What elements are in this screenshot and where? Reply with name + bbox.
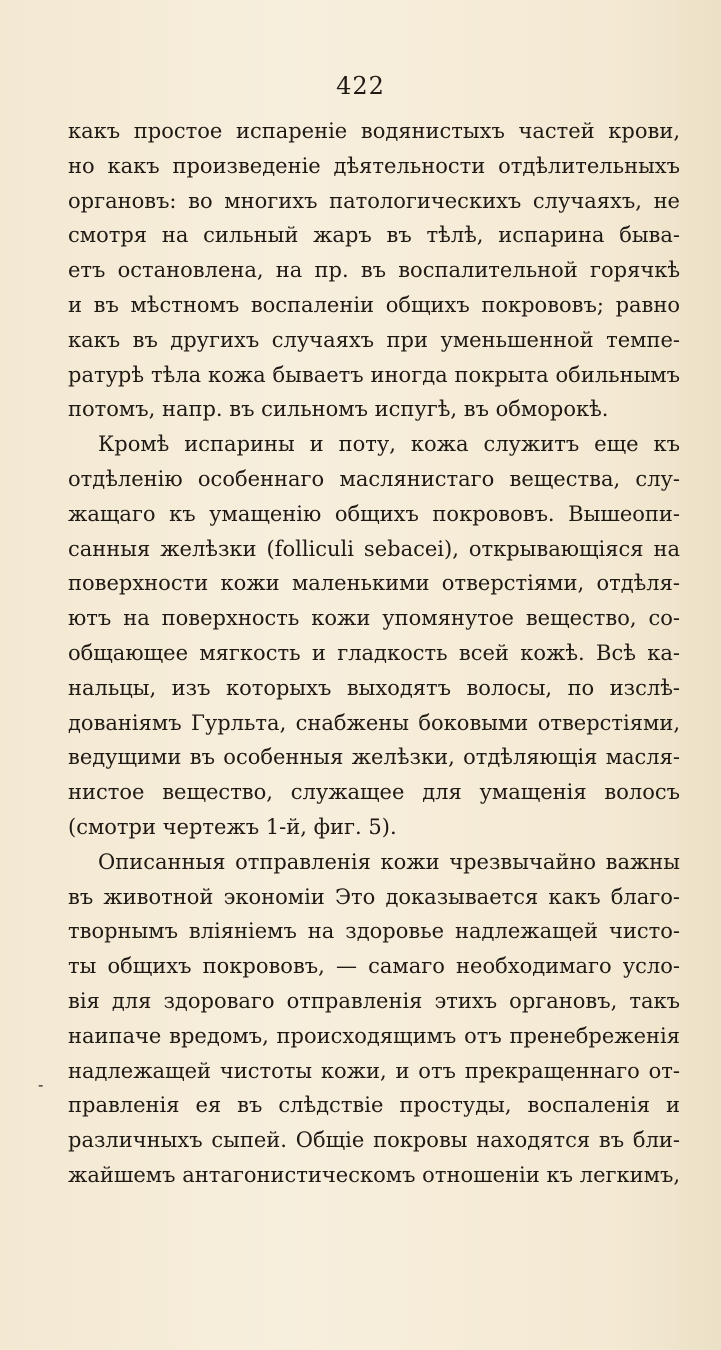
text-line: какъ въ другихъ случаяхъ при уменьшенной темпе- [68,327,680,352]
text-line: ратурѣ тѣла кожа бываетъ иногда покрыта обильнымъ [68,362,680,387]
text-line: ютъ на поверхность кожи упомянутое вещество, со- [68,606,680,631]
text-line: органовъ: во многихъ патологическихъ случаяхъ, не [68,188,680,213]
margin-mark: - [38,1075,44,1094]
text-line: различныхъ сыпей. Общіе покровы находятся въ бли- [68,1128,680,1153]
text-line: и въ мѣстномъ воспаленіи общихъ покрововъ; равно [68,292,680,317]
body-text [68,114,680,1193]
text-line: общающее мягкость и гладкость всей кожѣ. Всѣ ка- [68,640,680,665]
text-line: дованіямъ Гурльта, снабжены боковыми отверстіями, [68,710,680,735]
text-line: но какъ произведеніе дѣятельности отдѣлительныхъ [68,153,680,178]
text-line: етъ остановлена, на пр. въ воспалительной горячкѣ [68,258,680,283]
text-line: вія для здороваго отправленія этихъ органовъ, такъ [68,988,680,1013]
text-line: нистое вещество, служащее для умащенія волосъ [68,780,680,805]
text-line: наипаче вредомъ, происходящимъ отъ пренебреженія [68,1023,680,1048]
page-number: 422 [336,72,385,100]
text-line: творнымъ вліяніемъ на здоровье надлежащей чисто- [68,919,680,944]
text-line: отдѣленію особеннаго маслянистаго вещества, слу- [68,466,680,491]
text-line: ведущими въ особенныя желѣзки, отдѣляющія масля- [68,745,680,770]
text-line: въ животной экономіи Это доказывается какъ благо- [68,884,680,909]
text-line: жащаго къ умащенію общихъ покрововъ. Вышеопи- [68,501,680,526]
text-line: потомъ, напр. въ сильномъ испугѣ, въ обморокѣ. [68,397,609,422]
text-line: жайшемъ антагонистическомъ отношеніи къ легкимъ, [68,1162,680,1187]
text-line: санныя желѣзки (folliculi sebacei), открывающіяся на [68,536,680,561]
text-line: Описанныя отправленія кожи чрезвычайно важны [98,849,680,874]
text-line: надлежащей чистоты кожи, и отъ прекращеннаго от- [68,1058,680,1083]
text-line: поверхности кожи маленькими отверстіями, отдѣля- [68,571,680,596]
text-line: смотря на сильный жаръ въ тѣлѣ, испарина быва- [68,223,680,248]
text-line: какъ простое испареніе водянистыхъ частей крови, [68,119,680,143]
text-line: нальцы, изъ которыхъ выходятъ волосы, по изслѣ- [68,675,680,700]
text-line: правленія ея въ слѣдствіе простуды, воспаленія и [68,1093,680,1118]
text-line: (смотри чертежъ 1-й, фиг. 5). [68,814,397,839]
text-line: Кромѣ испарины и поту, кожа служитъ еще къ [98,432,680,457]
text-line: ты общихъ покрововъ, — самаго необходимаго усло- [68,954,680,979]
